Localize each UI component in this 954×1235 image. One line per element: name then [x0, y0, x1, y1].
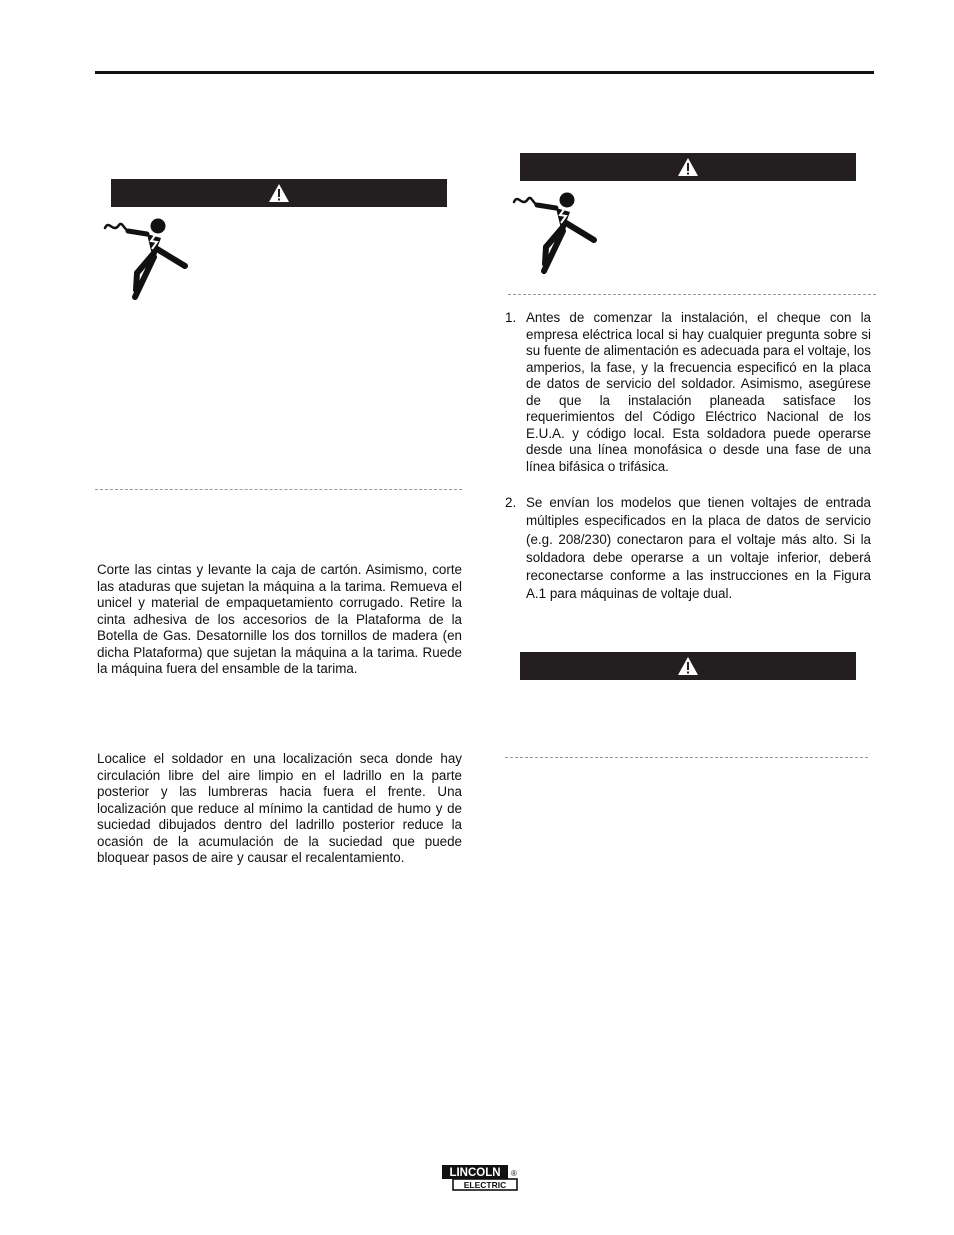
- divider-left: [95, 489, 462, 490]
- electric-shock-icon: [510, 191, 602, 277]
- logo-bottom-text: ELECTRIC: [463, 1180, 507, 1190]
- warning-triangle-icon: [677, 656, 699, 676]
- warning-triangle-icon: [268, 183, 290, 203]
- unpacking-paragraph: Corte las cintas y levante la caja de cartón. Asimismo, corte las ataduras que sujetan la máquina a la tarima. Remueva el unicel y material de empaquetamiento corrugado. Retire la cinta adhesiva de los accesorios de la Plataforma de la Botella de Gas. Desatornille los dos tornillos de madera (en dicha Plataforma) que sujetan la máquina a la tarima. Ruede la máquina fuera del ensamble de la tarima.: [97, 562, 462, 676]
- lincoln-electric-logo: [441, 1164, 519, 1191]
- warning-banner-right-top: [520, 153, 856, 181]
- list-item-text: Antes de comenzar la instalación, el cheque con la empresa eléctrica local si hay cualquier pregunta sobre si su fuente de alimentación es adecuada para el voltaje, los amperios, la fase, y la frecuencia especificó en la placa de datos de servicio del soldador. Asimismo, asegúrese de que la instalación planeada satisface los requerimientos del Código Eléctrico Nacional de los E.U.A. y código local. Esta soldadora puede operarse desde una línea monofásica o desde una fase de una línea bifásica o trifásica.: [526, 310, 871, 474]
- list-item: [505, 494, 871, 604]
- divider-right-bottom: [505, 757, 868, 758]
- list-item-number: 2.: [505, 495, 517, 510]
- registered-mark: ®: [511, 1169, 517, 1178]
- location-paragraph: Localice el soldador en una localización seca donde hay circulación libre del aire limpio en el ladrillo en la parte posterior y las lumbreras hacia fuera el frente. Una localización que reduce al mínimo la cantidad de humo y de suciedad dibujados dentro del ladrillo posterior reduce la ocasión de la acumulación de la suciedad que puede bloquear pasos de aire y causar el recalentamiento.: [97, 751, 462, 865]
- list-item-number: 1.: [505, 310, 517, 325]
- list-item-text: Se envían los modelos que tienen voltajes de entrada múltiples especificados en la placa de datos de servicio (e.g. 208/230) conectaron para el voltaje más alto. Si la soldadora debe operarse a un voltaje inferior, deberá reconectarse conforme a las instrucciones en la Figura A.1 para máquinas de voltaje dual.: [526, 495, 871, 602]
- divider-right-top: [508, 294, 876, 295]
- warning-banner-right-bottom: [520, 652, 856, 680]
- installation-list: [505, 310, 871, 604]
- warning-triangle-icon: [677, 157, 699, 177]
- electric-shock-icon: [101, 217, 193, 303]
- warning-banner-left: [111, 179, 447, 207]
- logo-top-text: LINCOLN: [449, 1167, 501, 1179]
- header-rule: [95, 71, 874, 74]
- list-item: [505, 310, 871, 475]
